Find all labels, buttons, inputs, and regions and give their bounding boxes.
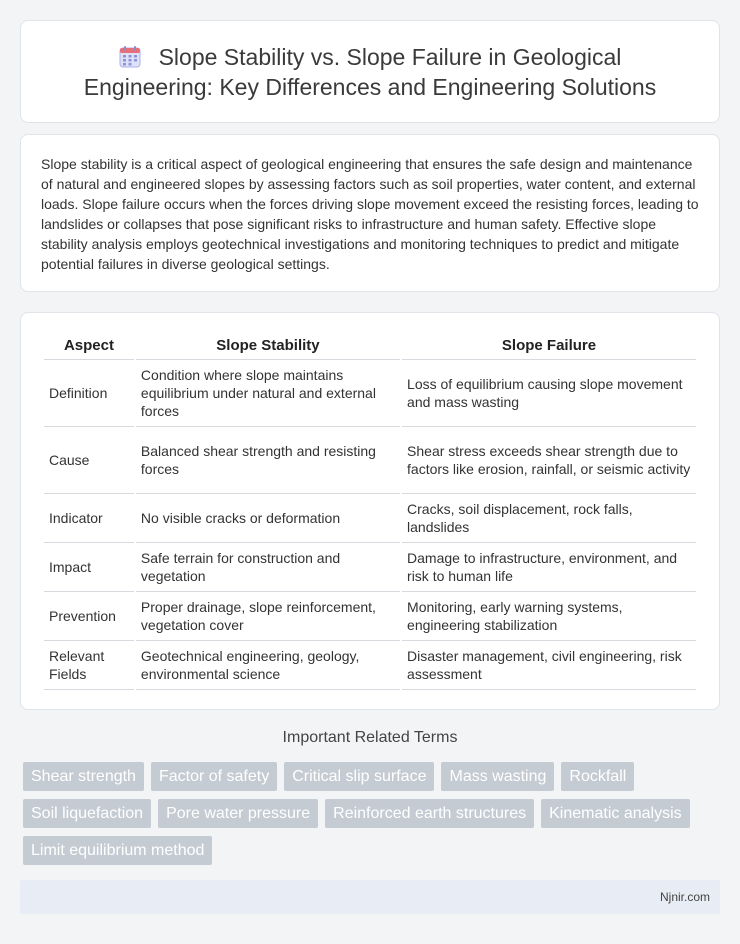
cell-aspect: Definition bbox=[44, 360, 134, 427]
comparison-table-card bbox=[20, 312, 720, 710]
related-terms-list bbox=[23, 762, 723, 865]
header-slope-stability: Slope Stability bbox=[136, 330, 400, 360]
table-row bbox=[44, 641, 696, 690]
calendar-icon bbox=[119, 46, 141, 68]
cell-failure: Monitoring, early warning systems, engineering stabilization bbox=[402, 592, 696, 641]
cell-aspect: Relevant Fields bbox=[44, 641, 134, 690]
title-card bbox=[20, 20, 720, 123]
table-row bbox=[44, 543, 696, 592]
page-title bbox=[21, 42, 719, 102]
related-term-tag[interactable]: Limit equilibrium method bbox=[23, 836, 212, 865]
cell-stability: Proper drainage, slope reinforcement, vegetation cover bbox=[136, 592, 400, 641]
footer-site-link[interactable]: Njnir.com bbox=[659, 890, 710, 904]
related-term-tag[interactable]: Shear strength bbox=[23, 762, 144, 791]
cell-failure: Loss of equilibrium causing slope movement and mass wasting bbox=[402, 360, 696, 427]
related-term-tag[interactable]: Rockfall bbox=[561, 762, 634, 791]
table-row bbox=[44, 360, 696, 427]
intro-card bbox=[20, 134, 720, 292]
cell-stability: Balanced shear strength and resisting forces bbox=[136, 427, 400, 494]
related-term-tag[interactable]: Reinforced earth structures bbox=[325, 799, 534, 828]
related-term-tag[interactable]: Factor of safety bbox=[151, 762, 277, 791]
related-term-tag[interactable]: Pore water pressure bbox=[158, 799, 318, 828]
intro-paragraph: Slope stability is a critical aspect of geological engineering that ensures the safe design and maintenance of natural and engineered slopes by assessing factors such as soil properties, water content, and external loads. Slope failure occurs when the forces driving slope movement exceed the resisting forces, leading to landslides or collapses that pose significant risks to infrastructure and human safety. Effective slope stability analysis employs geotechnical investigations and monitoring techniques to predict and mitigate potential failures in diverse geological settings. bbox=[41, 156, 699, 272]
related-term-tag[interactable]: Kinematic analysis bbox=[541, 799, 690, 828]
related-terms-title: Important Related Terms bbox=[282, 729, 458, 746]
related-term-tag[interactable]: Mass wasting bbox=[441, 762, 554, 791]
page-title-text: Slope Stability vs. Slope Failure in Geological Engineering: Key Differences and Engineering Solutions bbox=[83, 43, 657, 100]
cell-aspect: Cause bbox=[44, 427, 134, 494]
table-row bbox=[44, 427, 696, 494]
cell-stability: Condition where slope maintains equilibrium under natural and external forces bbox=[136, 360, 400, 427]
cell-failure: Cracks, soil displacement, rock falls, landslides bbox=[402, 494, 696, 543]
header-slope-failure: Slope Failure bbox=[402, 330, 696, 360]
cell-failure: Disaster management, civil engineering, risk assessment bbox=[402, 641, 696, 690]
related-term-tag[interactable]: Soil liquefaction bbox=[23, 799, 151, 828]
table-row bbox=[44, 592, 696, 641]
related-term-tag[interactable]: Critical slip surface bbox=[284, 762, 434, 791]
table-header-row bbox=[44, 330, 696, 360]
header-aspect: Aspect bbox=[44, 330, 134, 360]
cell-aspect: Impact bbox=[44, 543, 134, 592]
cell-stability: Geotechnical engineering, geology, environmental science bbox=[136, 641, 400, 690]
cell-failure: Damage to infrastructure, environment, and risk to human life bbox=[402, 543, 696, 592]
cell-aspect: Indicator bbox=[44, 494, 134, 543]
cell-aspect: Prevention bbox=[44, 592, 134, 641]
comparison-table bbox=[42, 330, 698, 690]
cell-failure: Shear stress exceeds shear strength due to factors like erosion, rainfall, or seismic activity bbox=[402, 427, 696, 494]
cell-stability: Safe terrain for construction and vegetation bbox=[136, 543, 400, 592]
table-row bbox=[44, 494, 696, 543]
footer bbox=[20, 880, 720, 914]
cell-stability: No visible cracks or deformation bbox=[136, 494, 400, 543]
